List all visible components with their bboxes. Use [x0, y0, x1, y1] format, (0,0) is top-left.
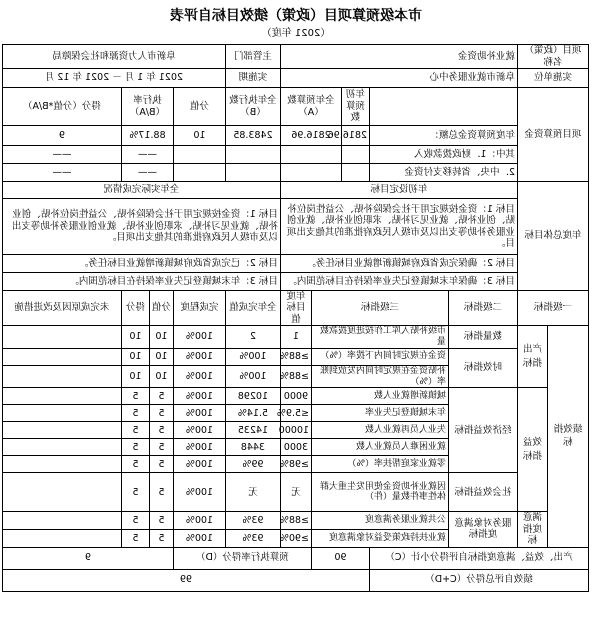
row-target: 无 [280, 473, 311, 512]
row-l2: 数量指标 [448, 326, 517, 349]
row-l2: 时效指标 [448, 348, 517, 388]
funds-row-points: —— [2, 146, 121, 164]
row-name: 资金在规定时间内下拨率（%） [311, 348, 448, 365]
row-completion: 100% [173, 439, 225, 456]
row-name: 失业人员再就业人数 [311, 422, 448, 439]
row-reason [2, 422, 121, 439]
row-score: 5 [149, 422, 173, 439]
row-points: 5 [121, 405, 149, 422]
row-actual: 5.14% [225, 405, 280, 422]
funds-row-rate: 88.17% [121, 126, 173, 146]
total-label: 绩效自评总得分（C+D） [369, 569, 588, 591]
goal3-actual: 目标 3：年末城镇登记失业率保持在目标范围内。 [2, 273, 280, 291]
funds-header-rate: 执行率（B/A） [121, 88, 173, 126]
row-actual: 99% [225, 456, 280, 473]
row-score: 10 [149, 348, 173, 365]
row-target: ≤5.9% [280, 405, 311, 422]
row-name: 就业扶持政策受益对象满意度 [311, 529, 448, 547]
total-value: 99 [2, 569, 369, 591]
header-points: 得分 [121, 291, 149, 326]
header-level1: 一级指标 [517, 291, 588, 326]
funds-header-initial: 年初预算数 [341, 88, 369, 126]
row-completion: 100% [173, 365, 225, 388]
row-reason [2, 388, 121, 405]
goal1-actual: 目标 1：资金按规定用于社会保险补贴、公益性岗位补贴、创业补贴、就业见习补贴、求职创业补贴、就业创业服务补助等支出以及市级人民政府批准的其他支出项目。 [2, 199, 280, 255]
output-label: 产出指标 [517, 326, 547, 388]
row-reason [2, 405, 121, 422]
row-target: 3000 [280, 439, 311, 456]
row-l2: 服务对象满意度指标 [448, 512, 517, 547]
row-name: 就业困难人员就业人数 [311, 439, 448, 456]
project-name: 就业补助资金 [280, 45, 517, 69]
row-completion: 100% [173, 422, 225, 439]
performance-label: 绩效指标 [548, 326, 589, 547]
funds-header-annual: 全年预算数（A） [280, 88, 341, 126]
satisfaction-label: 满意度指标 [517, 512, 547, 547]
dept-value: 阜新市人力资源和社会保障局 [2, 45, 225, 69]
exec-unit: 阜新市就业服务中心 [280, 69, 517, 88]
subtotal-value: 90 [311, 547, 369, 569]
goal1-set: 目标 1：资金按规定用于社会保险补贴、公益性岗位补贴、创业补贴、就业见习补贴、求职创业补贴、就业创业服务补助等支出以及市级人民政府批准的其他支出项目。 [280, 199, 517, 255]
funds-row-label: 2．中央、省转移支付资金 [369, 164, 517, 182]
row-completion: 100% [173, 456, 225, 473]
row-score: 10 [149, 365, 173, 388]
row-name: 因就业补助资金使用发生重大群体性事件数量（件） [311, 473, 448, 512]
row-completion: 100% [173, 388, 225, 405]
row-points: 5 [121, 473, 149, 512]
dept-label: 主管部门 [225, 45, 280, 69]
document-title: 市本级预算项目（政策）绩效目标自评表 [170, 8, 422, 24]
row-reason [2, 439, 121, 456]
row-l2: 经济效益指标 [448, 388, 517, 473]
goal2-set: 目标 2：确保完成省政府城镇新增就业目标任务。 [280, 255, 517, 273]
document-year: （2021 年度） [261, 28, 331, 39]
header-score: 分值 [149, 291, 173, 326]
row-actual: 14235 [225, 422, 280, 439]
row-points: 5 [121, 456, 149, 473]
funds-row-score: 10 [173, 126, 225, 146]
funds-row-score [173, 146, 225, 164]
row-reason [2, 326, 121, 349]
row-target: 10000 [280, 422, 311, 439]
funds-row-annual: 2816.96 [280, 126, 341, 146]
row-target: ≥88% [280, 365, 311, 388]
row-completion: 100% [173, 512, 225, 530]
funds-row-label: 年度预算资金总额： [369, 126, 517, 146]
goal3-set: 目标 3：确保年末城镇登记失业率保持在目标范围内。 [280, 273, 517, 291]
row-completion: 100% [173, 348, 225, 365]
row-name: 城镇新增就业人数 [311, 388, 448, 405]
row-target: 9000 [280, 388, 311, 405]
row-reason [2, 365, 121, 388]
row-score: 10 [149, 326, 173, 349]
row-points: 5 [121, 529, 149, 547]
row-actual: 100% [225, 348, 280, 365]
exec-unit-label: 实施单位 [517, 69, 588, 88]
row-actual: 10298 [225, 388, 280, 405]
funds-row-annual [280, 164, 341, 182]
header-reason: 未完成原因及改进措施 [2, 291, 121, 326]
row-target: 1 [280, 326, 311, 349]
budget-exec-label: 预算执行率得分（D） [173, 547, 311, 569]
row-actual: 3448 [225, 439, 280, 456]
row-points: 5 [121, 439, 149, 456]
header-level3: 三级指标 [311, 291, 448, 326]
evaluation-table [2, 44, 589, 592]
funds-row-score [173, 164, 225, 182]
funds-row-executed [225, 146, 280, 164]
row-score: 5 [149, 405, 173, 422]
funds-row-rate: —— [121, 146, 173, 164]
row-name: 市级补贴入库工作按进度拨款数量 [311, 326, 448, 349]
funds-section-label: 项目预算资金 [517, 88, 588, 182]
funds-header-score: 分值 [173, 88, 225, 126]
row-actual: 无 [225, 473, 280, 512]
funds-header-points: 得分（分值*B/A） [2, 88, 121, 126]
row-actual: 93% [225, 512, 280, 530]
funds-row-annual [280, 146, 341, 164]
row-target: ≥90% [280, 529, 311, 547]
benefit-label: 效益指标 [517, 388, 547, 512]
period-label: 实施期 [225, 69, 280, 88]
header-target: 年度目标值 [280, 291, 311, 326]
row-target: ≥88% [280, 348, 311, 365]
row-reason [2, 456, 121, 473]
row-completion: 100% [173, 473, 225, 512]
row-name: 年末城镇登记失业率 [311, 405, 448, 422]
row-points: 10 [121, 326, 149, 349]
funds-row-points: 9 [2, 126, 121, 146]
row-completion: 100% [173, 405, 225, 422]
goals-section-label: 年度总体目标 [517, 182, 588, 291]
subtotal-label: 产出、效益、满意度指标自评得分小计（C） [369, 547, 588, 569]
row-name: 补贴资金在规定时间内发放到账率（%） [311, 365, 448, 388]
row-points: 10 [121, 365, 149, 388]
row-name: 公共就业服务满意度 [311, 512, 448, 530]
row-points: 10 [121, 348, 149, 365]
budget-exec-value: 9 [2, 547, 173, 569]
row-reason [2, 529, 121, 547]
period-value: 2021 年 1 月 － 2021 年 12 月 [2, 69, 225, 88]
row-reason [2, 348, 121, 365]
row-score: 5 [149, 529, 173, 547]
goals-actual-header: 全年实际完成情况 [2, 182, 280, 199]
row-points: 5 [121, 422, 149, 439]
funds-row-points: —— [2, 164, 121, 182]
funds-row-label: 其中：1．财政拨款收入 [369, 146, 517, 164]
row-score: 5 [149, 473, 173, 512]
row-points: 5 [121, 512, 149, 530]
funds-row-initial: 2816.96 [341, 126, 369, 146]
goals-set-header: 年初设定目标 [280, 182, 517, 199]
row-points: 5 [121, 388, 149, 405]
funds-row-executed [225, 164, 280, 182]
row-actual: 2 [225, 326, 280, 349]
row-actual: 93% [225, 529, 280, 547]
row-actual: 100% [225, 365, 280, 388]
row-completion: 100% [173, 529, 225, 547]
row-score: 5 [149, 388, 173, 405]
row-reason [2, 473, 121, 512]
row-l2: 社会效益指标 [448, 473, 517, 512]
row-target: ≥98% [280, 456, 311, 473]
funds-row-initial [341, 164, 369, 182]
funds-row-executed: 2483.85 [225, 126, 280, 146]
header-actual: 全年完成值 [225, 291, 280, 326]
row-target: ≥88% [280, 512, 311, 530]
goal2-actual: 目标 2：已完成省政府城镇新增就业目标任务。 [2, 255, 280, 273]
project-name-label: 项目（政策）名称 [517, 45, 588, 69]
funds-header-executed: 全年执行数（B） [225, 88, 280, 126]
header-level2: 二级指标 [448, 291, 517, 326]
row-score: 5 [149, 512, 173, 530]
row-score: 5 [149, 456, 173, 473]
funds-row-rate: —— [121, 164, 173, 182]
row-completion: 100% [173, 326, 225, 349]
funds-row-initial [341, 146, 369, 164]
row-name: 零就业家庭帮扶率（%） [311, 456, 448, 473]
header-completion: 完成程度 [173, 291, 225, 326]
row-score: 5 [149, 439, 173, 456]
row-reason [2, 512, 121, 530]
